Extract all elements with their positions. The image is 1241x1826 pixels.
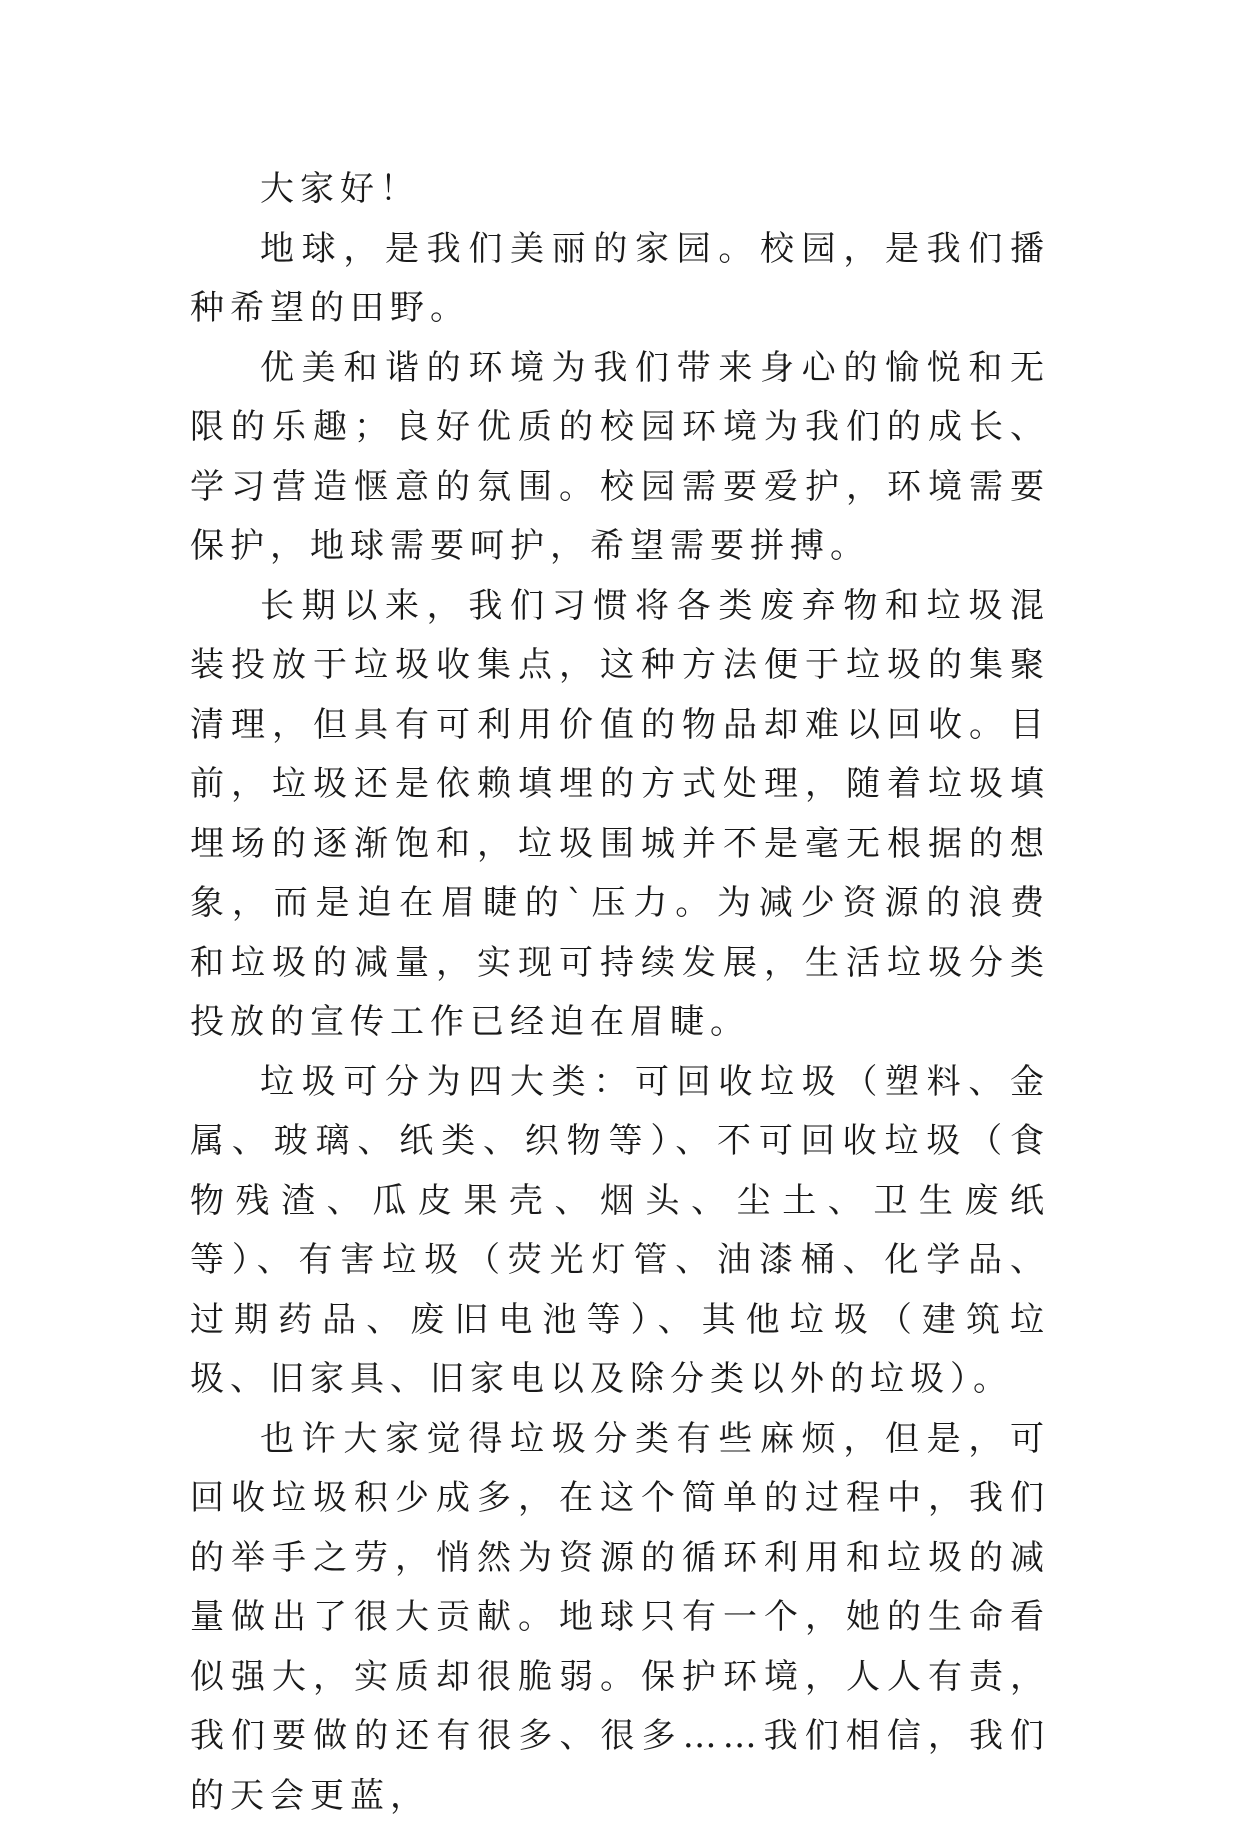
paragraph-garbage-categories: 垃圾可分为四大类：可回收垃圾（塑料、金属、玻璃、纸类、织物等）、不可回收垃圾（食物残渣、瓜皮果壳、烟头、尘土、卫生废纸等）、有害垃圾（荧光灯管、油漆桶、化学品、过期药品、废旧电池等）、其他垃圾（建筑垃圾、旧家具、旧家电以及除分类以外的垃圾）。 bbox=[190, 1053, 1050, 1410]
paragraph-greeting: 大家好！ bbox=[190, 160, 1050, 220]
document-body bbox=[190, 160, 1050, 1826]
paragraph-garbage-disposal: 长期以来，我们习惯将各类废弃物和垃圾混装投放于垃圾收集点，这种方法便于垃圾的集聚清理，但具有可利用价值的物品却难以回收。目前，垃圾还是依赖填埋的方式处理，随着垃圾填埋场的逐渐饱和，垃圾围城并不是毫无根据的想象，而是迫在眉睫的`压力。为减少资源的浪费和垃圾的减量，实现可持续发展，生活垃圾分类投放的宣传工作已经迫在眉睫。 bbox=[190, 577, 1050, 1053]
paragraph-earth-home: 地球，是我们美丽的家园。校园，是我们播种希望的田野。 bbox=[190, 220, 1050, 339]
paragraph-campus-environment: 优美和谐的环境为我们带来身心的愉悦和无限的乐趣；良好优质的校园环境为我们的成长、学习营造惬意的氛围。校园需要爱护，环境需要保护，地球需要呵护，希望需要拼搏。 bbox=[190, 339, 1050, 577]
paragraph-call-to-action: 也许大家觉得垃圾分类有些麻烦，但是，可回收垃圾积少成多，在这个简单的过程中，我们的举手之劳，悄然为资源的循环利用和垃圾的减量做出了很大贡献。地球只有一个，她的生命看似强大，实质却很脆弱。保护环境，人人有责，我们要做的还有很多、很多……我们相信，我们的天会更蓝， bbox=[190, 1410, 1050, 1826]
